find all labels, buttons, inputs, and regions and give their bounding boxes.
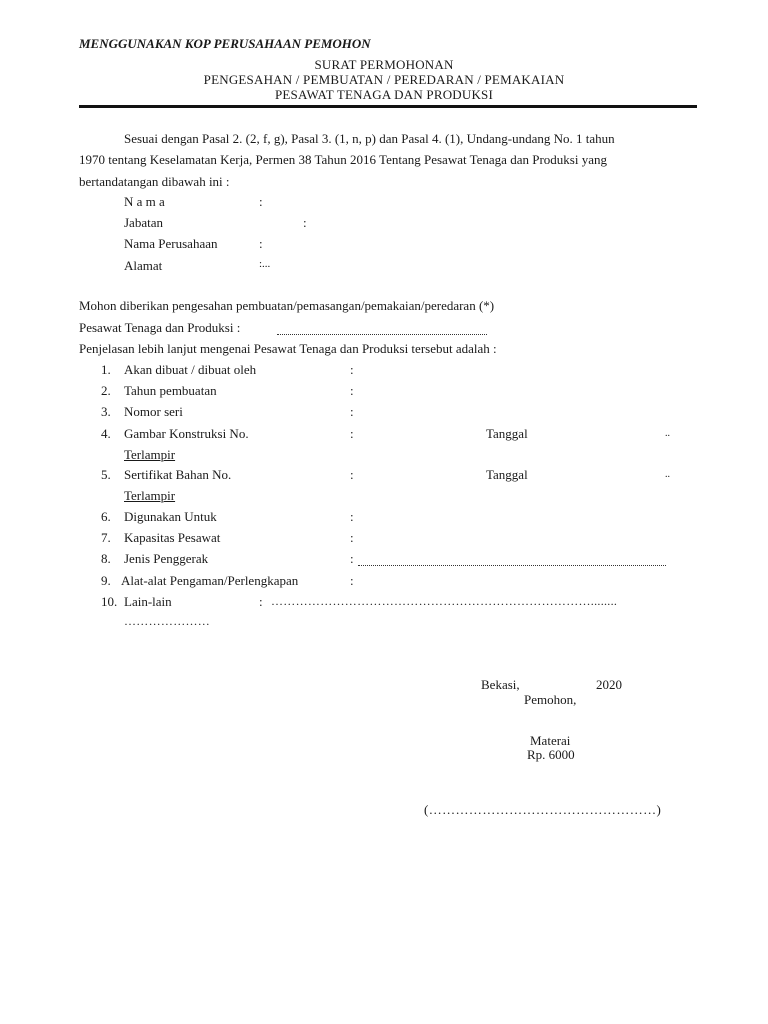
identity-label: N a m a [124, 194, 165, 209]
item-number: 1. [101, 362, 111, 377]
identity-label: Alamat [124, 258, 163, 273]
intro-line-2: 1970 tentang Keselamatan Kerja, Permen 38 Tahun 2016 Tentang Pesawat Tenaga dan Produksi yang [79, 152, 607, 167]
penggerak-dotted-line [358, 553, 666, 571]
letterhead-note: MENGGUNAKAN KOP PERUSAHAAN PEMOHON [79, 36, 371, 51]
identity-sep: :... [259, 258, 271, 270]
item-number: 5. [101, 467, 111, 482]
item-dots: ……………………………………………………………………........ [271, 594, 618, 608]
item-sep: : [350, 551, 354, 566]
item-sep: : [350, 509, 354, 524]
identity-sep: : [259, 236, 263, 251]
signature-role: Pemohon, [524, 692, 577, 707]
signature-city: Bekasi, [481, 677, 520, 692]
item-label: Kapasitas Pesawat [124, 530, 221, 545]
item-number: 4. [101, 426, 111, 441]
request-line-1: Mohon diberikan pengesahan pembuatan/pemasangan/pemakaian/peredaran (*) [79, 298, 495, 313]
identity-label: Nama Perusahaan [124, 236, 218, 251]
item-date-end: .. [665, 469, 670, 480]
title-line-1: SURAT PERMOHONAN [314, 57, 454, 72]
header-rule [79, 105, 697, 108]
item-label: Digunakan Untuk [124, 509, 217, 524]
item-label: Alat-alat Pengaman/Perlengkapan [121, 573, 299, 588]
materai-label: Materai [530, 733, 571, 748]
signature-name-line: (……………………………………………) [424, 802, 662, 817]
intro-line-1: Sesuai dengan Pasal 2. (2, f, g), Pasal 3. (1, n, p) dan Pasal 4. (1), Undang-undang No. 1 tahun [124, 131, 615, 146]
produksi-dotted-line [277, 322, 487, 340]
identity-sep: : [303, 215, 307, 230]
item-sep: : [350, 362, 354, 377]
item-label: Akan dibuat / dibuat oleh [124, 362, 257, 377]
request-line-3: Penjelasan lebih lanjut mengenai Pesawat Tenaga dan Produksi tersebut adalah : [79, 341, 497, 356]
request-line-2: Pesawat Tenaga dan Produksi : [79, 320, 241, 335]
title-line-2: PENGESAHAN / PEMBUATAN / PEREDARAN / PEMAKAIAN [203, 72, 565, 87]
item-label: Tahun pembuatan [124, 383, 217, 398]
materai-amount: Rp. 6000 [527, 747, 575, 762]
item-sub: Terlampir [124, 447, 176, 462]
item-number: 3. [101, 404, 111, 419]
item-sep: : [350, 467, 354, 482]
item-label: Nomor seri [124, 404, 183, 419]
item-sub: Terlampir [124, 488, 176, 503]
item-number: 7. [101, 530, 111, 545]
item-label: Gambar Konstruksi No. [124, 426, 249, 441]
item-number: 2. [101, 383, 111, 398]
item-label: Jenis Penggerak [124, 551, 209, 566]
intro-line-3: bertandatangan dibawah ini : [79, 174, 230, 189]
signature-year: 2020 [596, 677, 622, 692]
item-dots-continued: ………………… [124, 614, 211, 628]
item-sep: : [350, 530, 354, 545]
identity-sep: : [259, 194, 263, 209]
item-sep: : [350, 426, 354, 441]
item-label: Lain-lain [124, 594, 172, 609]
item-date-label: Tanggal [486, 426, 528, 441]
item-number: 10. [101, 594, 118, 609]
identity-label: Jabatan [124, 215, 163, 230]
title-line-3: PESAWAT TENAGA DAN PRODUKSI [274, 87, 494, 102]
item-sep: : [259, 594, 263, 609]
item-number: 9. [101, 573, 111, 588]
item-number: 8. [101, 551, 111, 566]
item-label: Sertifikat Bahan No. [124, 467, 232, 482]
item-sep: : [350, 383, 354, 398]
item-sep: : [350, 404, 354, 419]
item-date-end: .. [665, 428, 670, 439]
item-sep: : [350, 573, 354, 588]
item-number: 6. [101, 509, 111, 524]
item-date-label: Tanggal [486, 467, 528, 482]
